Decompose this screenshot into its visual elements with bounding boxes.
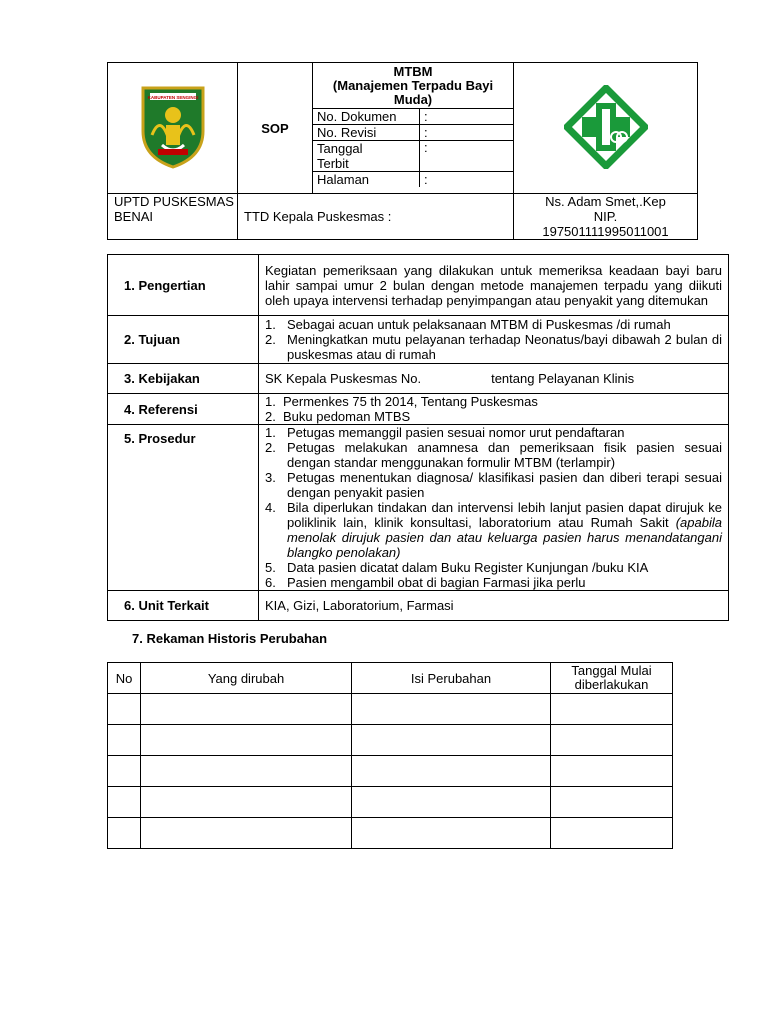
signer-nip-label: NIP. <box>593 209 618 224</box>
doc-field-row: No. Dokumen : <box>313 109 513 125</box>
signer-block <box>514 194 698 240</box>
row-tujuan <box>108 316 729 364</box>
doc-fields <box>313 109 513 187</box>
doc-field-row: Tanggal Terbit : <box>313 141 513 172</box>
emblem-banner-text: KABUPATEN SENGINGI <box>147 94 198 100</box>
sop-header-table <box>107 62 698 240</box>
label-kebijakan: 3. Kebijakan <box>108 364 259 394</box>
doc-field-row: Halaman : <box>313 172 513 188</box>
list-item: 3. Petugas menentukan diagnosa/ klasifikasi pasien dan diberi terapi sesuai dengan penyakit pasien <box>265 470 722 500</box>
list-item: 5. Data pasien dicatat dalam Buku Register Kunjungan /buku KIA <box>265 560 649 575</box>
table-row <box>108 818 673 849</box>
label-pengertian: 1. Pengertian <box>108 255 259 316</box>
table-row <box>108 725 673 756</box>
row-kebijakan <box>108 364 729 394</box>
col-isi-perubahan: Isi Perubahan <box>352 663 551 694</box>
content-unit-terkait: KIA, Gizi, Laboratorium, Farmasi <box>259 591 729 621</box>
list-item: 2. Meningkatkan mutu pelayanan terhadap Neonatus/bayi dibawah 2 bulan di puskesmas atau di rumah <box>265 332 722 362</box>
table-row <box>108 787 673 818</box>
history-table <box>107 662 673 849</box>
regency-emblem-icon <box>140 85 206 169</box>
list-item: 4. Bila diperlukan tindakan dan intervensi lebih lanjut pasien dapat dirujuk ke poliklinik lain, klinik konsultasi, laboratorium atau Rumah Sakit (apabila menolak dirujuk pasien dan atau keluarga pasien harus menandatangani blangko penolakan) <box>265 500 722 560</box>
label-prosedur: 5. Prosedur <box>108 425 259 591</box>
document-title: MTBM (Manajemen Terpadu Bayi Muda) <box>313 63 513 109</box>
list-item: 1. Sebagai acuan untuk pelaksanaan MTBM di Puskesmas /di rumah <box>265 317 671 332</box>
signer-nip: 197501111995011001 <box>542 224 669 239</box>
content-pengertian: Kegiatan pemeriksaan yang dilakukan untuk memeriksa keadaan bayi baru lahir sampai umur 2 bulan dengan metode manajemen terpadu yang diikuti oleh upaya intervensi terhadap penyimpangan atau penyakit yang ditemukan <box>259 255 729 316</box>
list-item: 6. Pasien mengambil obat di bagian Farmasi jika perlu <box>265 575 586 590</box>
list-item: 2. Buku pedoman MTBS <box>265 409 411 424</box>
col-yang-dirubah: Yang dirubah <box>141 663 352 694</box>
content-prosedur <box>259 425 729 591</box>
row-prosedur <box>108 425 729 591</box>
history-header-row <box>108 663 673 694</box>
row-referensi <box>108 394 729 425</box>
doc-info-cell <box>313 63 514 194</box>
table-row <box>108 756 673 787</box>
doc-field-row: No. Revisi : <box>313 125 513 141</box>
sop-label: SOP <box>238 63 313 194</box>
col-no: No <box>108 663 141 694</box>
list-item: 1. Petugas memanggil pasien sesuai nomor urut pendaftaran <box>265 425 625 440</box>
table-row <box>108 694 673 725</box>
list-item: 1. Permenkes 75 th 2014, Tentang Puskesmas <box>265 394 538 409</box>
label-unit-terkait: 6. Unit Terkait <box>108 591 259 621</box>
content-tujuan <box>259 316 729 364</box>
label-tujuan: 2. Tujuan <box>108 316 259 364</box>
regency-logo-cell <box>108 63 238 194</box>
row-unit-terkait <box>108 591 729 621</box>
signer-name: Ns. Adam Smet,.Kep <box>545 194 666 209</box>
sop-content-table <box>107 254 729 621</box>
content-kebijakan: SK Kepala Puskesmas No. tentang Pelayanan Klinis <box>259 364 729 394</box>
signature-label: TTD Kepala Puskesmas : <box>238 194 514 240</box>
history-heading: 7. Rekaman Historis Perubahan <box>132 631 328 646</box>
puskesmas-logo-icon <box>564 85 648 169</box>
list-item: 2. Petugas melakukan anamnesa dan pemeriksaan fisik pasien sesuai dengan standar menggunakan formulir MTBM (terlampir) <box>265 440 722 470</box>
content-referensi <box>259 394 729 425</box>
col-tanggal: Tanggal Mulai diberlakukan <box>551 663 673 694</box>
label-referensi: 4. Referensi <box>108 394 259 425</box>
row-pengertian <box>108 255 729 316</box>
org-name: UPTD PUSKESMAS BENAI <box>108 194 238 240</box>
health-logo-cell <box>514 63 698 194</box>
